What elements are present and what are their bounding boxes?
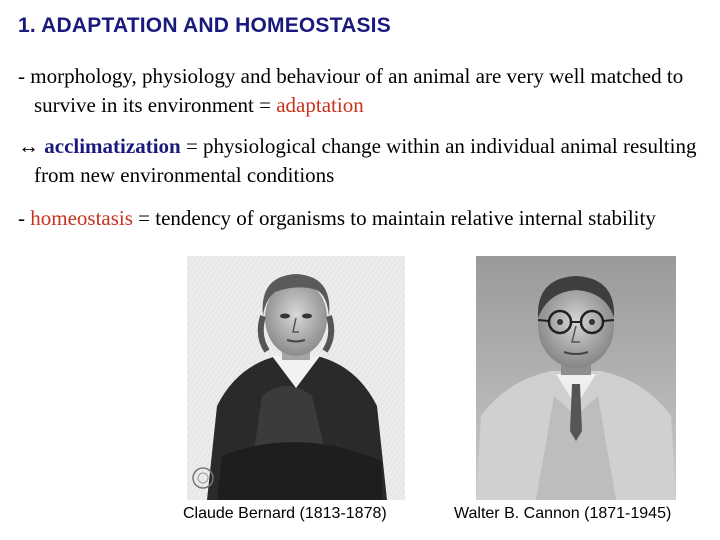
portrait-engraving-image — [187, 256, 405, 500]
portrait-walter-cannon — [476, 256, 676, 500]
bullet-marker: - — [18, 64, 31, 88]
caption-claude-bernard: Claude Bernard (1813-1878) — [183, 505, 387, 522]
term-acclimatization: acclimatization — [44, 134, 181, 158]
bullet-adaptation — [18, 62, 708, 120]
portrait-claude-bernard — [187, 256, 405, 500]
bullet-marker: - — [18, 206, 31, 230]
bullet-text: morphology, physiology and behaviour of an animal are very well matched to survive in its environment = — [30, 64, 684, 117]
term-homeostasis: homeostasis — [30, 206, 133, 230]
bullet-acclimatization — [18, 132, 708, 190]
bullet-text: = tendency of organisms to maintain relative internal stability — [132, 206, 656, 230]
slide-title: 1. ADAPTATION AND HOMEOSTASIS — [18, 14, 391, 37]
double-arrow-icon: ↔ — [18, 134, 45, 158]
portrait-photo-image — [476, 256, 676, 500]
caption-walter-cannon: Walter B. Cannon (1871-1945) — [454, 505, 672, 522]
term-adaptation: adaptation — [276, 93, 364, 117]
bullet-homeostasis — [18, 204, 708, 233]
bullet-text: = physiological change within an individual animal resulting from new environmental conditions — [34, 134, 697, 187]
